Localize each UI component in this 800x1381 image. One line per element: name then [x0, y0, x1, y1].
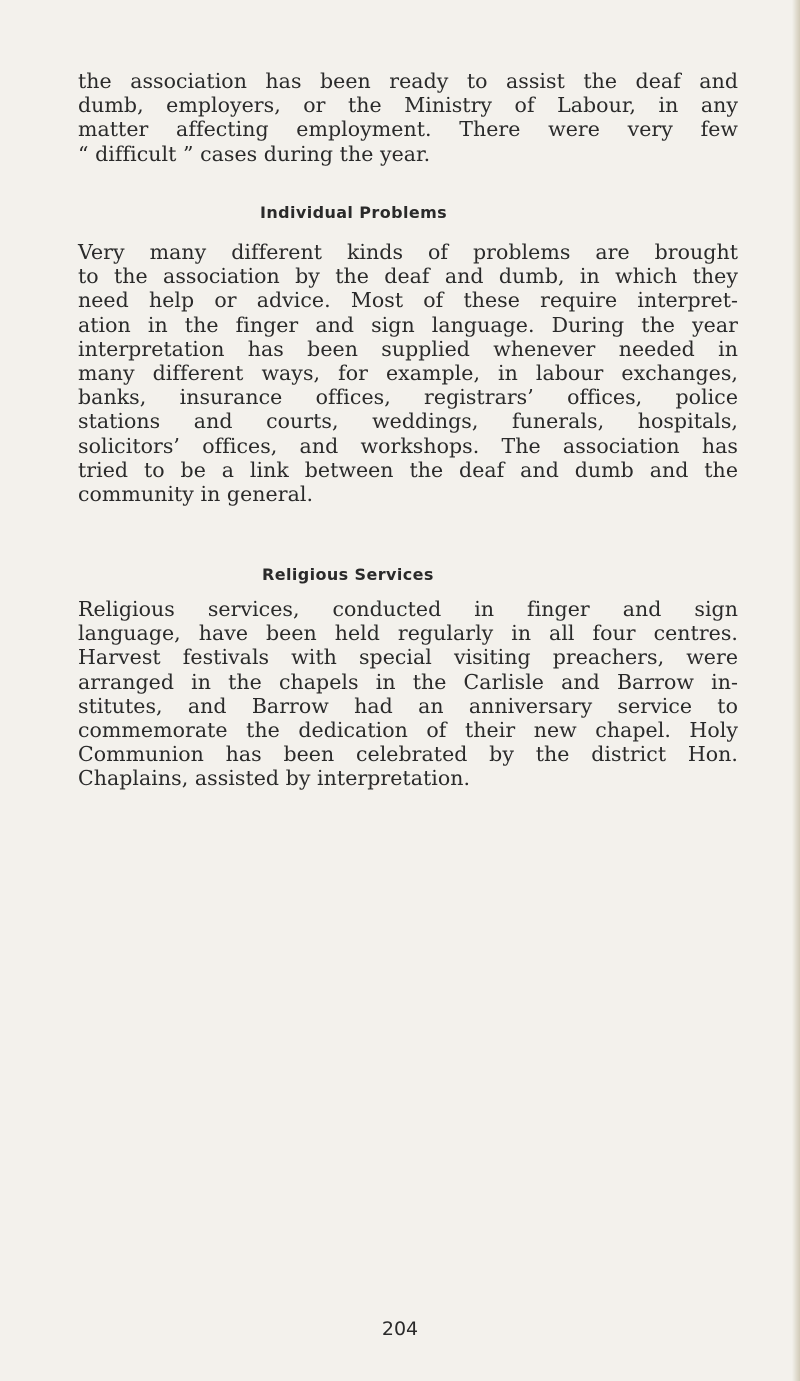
text-line: “ difficult ” cases during the year. [78, 141, 431, 166]
intro-paragraph [78, 69, 738, 166]
text-line: to the association by the deaf and dumb, in which they [78, 264, 738, 289]
text-line: Communion has been celebrated by the district Hon. [78, 742, 738, 767]
text-line: arranged in the chapels in the Carlisle and Barrow in- [78, 669, 738, 694]
text-line: solicitors’ offices, and workshops. The association has [78, 433, 738, 458]
religious-services-paragraph [78, 597, 738, 791]
text-line: language, have been held regularly in all four centres. [78, 621, 738, 646]
text-line: Harvest festivals with special visiting preachers, were [78, 645, 738, 670]
text-line: dumb, employers, or the Ministry of Labour, in any [78, 93, 738, 118]
text-line: Religious services, conducted in finger and sign [78, 597, 738, 621]
page-number: 204 [381, 1318, 419, 1340]
text-line: community in general. [78, 482, 314, 507]
text-line: need help or advice. Most of these require interpret- [78, 288, 738, 313]
section-heading-religious-services: Religious Services [262, 565, 434, 584]
individual-problems-paragraph [78, 240, 738, 506]
text-line: banks, insurance offices, registrars’ offices, police [78, 385, 738, 410]
text-line: stitutes, and Barrow had an anniversary service to [78, 693, 738, 718]
text-line: stations and courts, weddings, funerals, hospitals, [78, 409, 738, 434]
text-line: Chaplains, assisted by interpretation. [78, 766, 471, 791]
text-line: the association has been ready to assist the deaf and [78, 69, 738, 93]
text-line: matter affecting employment. There were very few [78, 117, 738, 142]
text-line: tried to be a link between the deaf and dumb and the [78, 457, 738, 482]
text-line: commemorate the dedication of their new chapel. Holy [78, 718, 738, 743]
text-line: Very many different kinds of problems are brought [78, 240, 738, 264]
page-edge-shadow [792, 0, 800, 1381]
section-heading-individual-problems: Individual Problems [260, 203, 448, 222]
text-line: ation in the finger and sign language. During the year [78, 312, 738, 337]
text-line: many different ways, for example, in labour exchanges, [78, 361, 738, 386]
text-line: interpretation has been supplied whenever needed in [78, 336, 738, 361]
